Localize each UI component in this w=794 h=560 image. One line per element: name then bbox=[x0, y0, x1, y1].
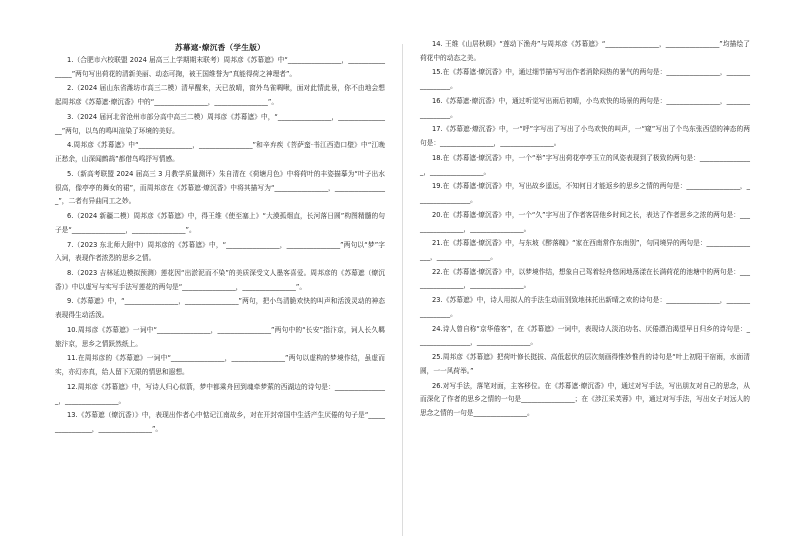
question-25: 25.周邦彦《苏幕遮》把荷叶修长挺拔、高低起伏的层次刻画得惟妙惟肖的诗句是“叶上初阳干宿雨，水面清圆，一一风荷举。” bbox=[420, 353, 750, 375]
question-4: 4.周邦彦《苏幕遮》中“________________，________________”和辛弃疾《菩萨蛮·书江西造口壁》中“江晚正愁余，山深闻鹧鸪”都借鸟鸣抒写情感。 bbox=[55, 141, 385, 164]
question-19: 19.在《苏幕遮·燎沉香》中，写出故乡遥远，不知何日才能返乡的思乡之情的两句是：________________，________________。 bbox=[420, 182, 750, 205]
question-16: 16.《苏幕遮·燎沉香》中，通过听觉写出雨后初晴，小鸟欢快的场景的两句是：________________，________________。 bbox=[420, 96, 750, 119]
question-13: 13.《苏幕遮（燎沉香）》中，表现出作者心中惦记江南故乡，对在开封帝国中生活产生厌倦的句子是“________________，________________”。 bbox=[55, 411, 385, 433]
document-title: 苏幕遮·燎沉香（学生版） bbox=[174, 43, 265, 52]
question-2: 2.（2024 届山东省潍坊市高三二模）清早醒来，天已放晴，窗外鸟雀啁啾，面对此情此景，你不由地会想起周邦彦《苏幕遮·燎沉香》中的“________________，________________”。 bbox=[55, 84, 385, 107]
question-17: 17.《苏幕遮·燎沉香》中，一“呼”字写出了写出了小鸟欢快的叫声，一“窥”写出了个鸟东张西望的神态的两句是：________________，________________。 bbox=[420, 125, 750, 148]
question-9: 9.《苏幕遮》中，“________________，________________”两句，把小鸟清脆欢快的叫声和活泼灵动的神态表现得生动活泼。 bbox=[55, 297, 385, 320]
question-1: 1.（合肥市六校联盟 2024 届高三上学期期末联考）周邦彦《苏幕遮》中“________________，________________”两句写出荷花的清新美丽、动态可掬，被王国维誉为“真能得荷之神理者”。 bbox=[55, 56, 385, 78]
question-21: 21.在《苏幕遮·燎沉香》中，与东坡《醉落魄》“家在西南常作东南别”，句同境异的两句是：________________，________________。 bbox=[420, 239, 750, 261]
question-15: 15.在《苏幕遮·燎沉香》中，通过细节描写写出作者消除闷热的暑气的两句是：________________，________________。 bbox=[420, 68, 750, 91]
question-23: 23.《苏幕遮》中，诗人用拟人的手法生动而别致地抹托出新晴之欢的诗句是：________________，________________。 bbox=[420, 296, 750, 318]
question-7: 7.（2023 东北师大附中）周邦彦的《苏幕遮》中，“________________，________________”两句以“梦”字入词，表现作者浓烈的思乡之情。 bbox=[55, 240, 385, 263]
question-14: 14. 王维《山居秋暝》“莲动下渔舟”与周邦彦《苏幕遮》“________________，________________”均描绘了荷花中的动态之美。 bbox=[420, 40, 750, 62]
question-6: 6.（2024 新疆二模）周邦彦《苏幕遮》中，得王维《使至塞上》“大漠孤烟直，长河落日圆”构图精髓的句子是“________________，________________”。 bbox=[55, 212, 385, 234]
question-10: 10.周邦彦《苏幕遮》一词中“________________，________________”两句中的“长安”指汴京，词人长久羁旅汴京，思乡之情跃然纸上。 bbox=[55, 325, 385, 348]
question-26: 26.对写手法，落笔对面，主客移位。在《苏幕遮·燎沉香》中，通过对写手法，写出朋友对自己的思念，从而深化了作者的思乡之情的一句是________________；在《涉江采芙蓉》中，通过对写手法，写出女子对远人的思念之情的一句是________________。 bbox=[420, 381, 750, 417]
question-18: 18.在《苏幕遮·燎沉香》中，一个“举”字写出荷花亭亭玉立的风姿表现到了极致的两句是：________________，________________。 bbox=[420, 153, 750, 176]
question-24: 24.诗人曾自称“京华倦客”，在《苏幕遮》一词中，表现诗人淡泊功名、厌倦漂泊渴望早日归乡的诗句是：________________，________________。 bbox=[420, 324, 750, 347]
column-divider bbox=[402, 44, 403, 536]
question-11: 11.在周邦彦的《苏幕遮》一词中“________________，________________”两句以虚构的梦境作结，虽虚而实，亦幻亦真，给人留下无限的情思和遐想。 bbox=[55, 354, 385, 377]
question-8: 8.（2023 吉林延边模拟预测）莲花因“出淤泥而不染”的美质深受文人墨客喜爱。周邦彦的《苏幕遮（燎沉香）》中以虚写与实写手法写莲花的两句是“________________，________________”。 bbox=[55, 268, 385, 291]
right-column bbox=[420, 38, 750, 422]
question-22: 22.在《苏幕遮·燎沉香》中，以梦境作结，想象自己驾着轻舟悠闲地荡漾在长满荷花的池塘中的两句是：________________，________________。 bbox=[420, 267, 750, 290]
question-3: 3.（2024 届河北省沧州市部分高中高三二模）周邦彦《苏幕遮》中，“________________，________________”两句，以鸟的鸣叫渲染了环境的美好。 bbox=[55, 112, 385, 135]
question-5: 5.（新高考联盟 2024 届高三 3 月教学质量测评）朱自清在《荷塘月色》中将荷叶的丰姿描摹为“叶子出水很高，像亭亭的舞女的裙”，而周邦彦在《苏幕遮·燎沉香》中将其描写为“________________，________________”，二者有异曲同工之妙。 bbox=[55, 169, 385, 206]
left-column bbox=[55, 38, 385, 438]
question-12: 12.周邦彦《苏幕遮》中，写诗人归心似箭，梦中都乘舟回到魂牵梦萦的西湖边的诗句是：________________，________________。 bbox=[55, 382, 385, 405]
question-20: 20.在《苏幕遮·燎沉香》中，一个“久”字写出了作者客居他乡时间之长，表达了作者思乡之浓的两句是：________________，________________。 bbox=[420, 210, 750, 233]
